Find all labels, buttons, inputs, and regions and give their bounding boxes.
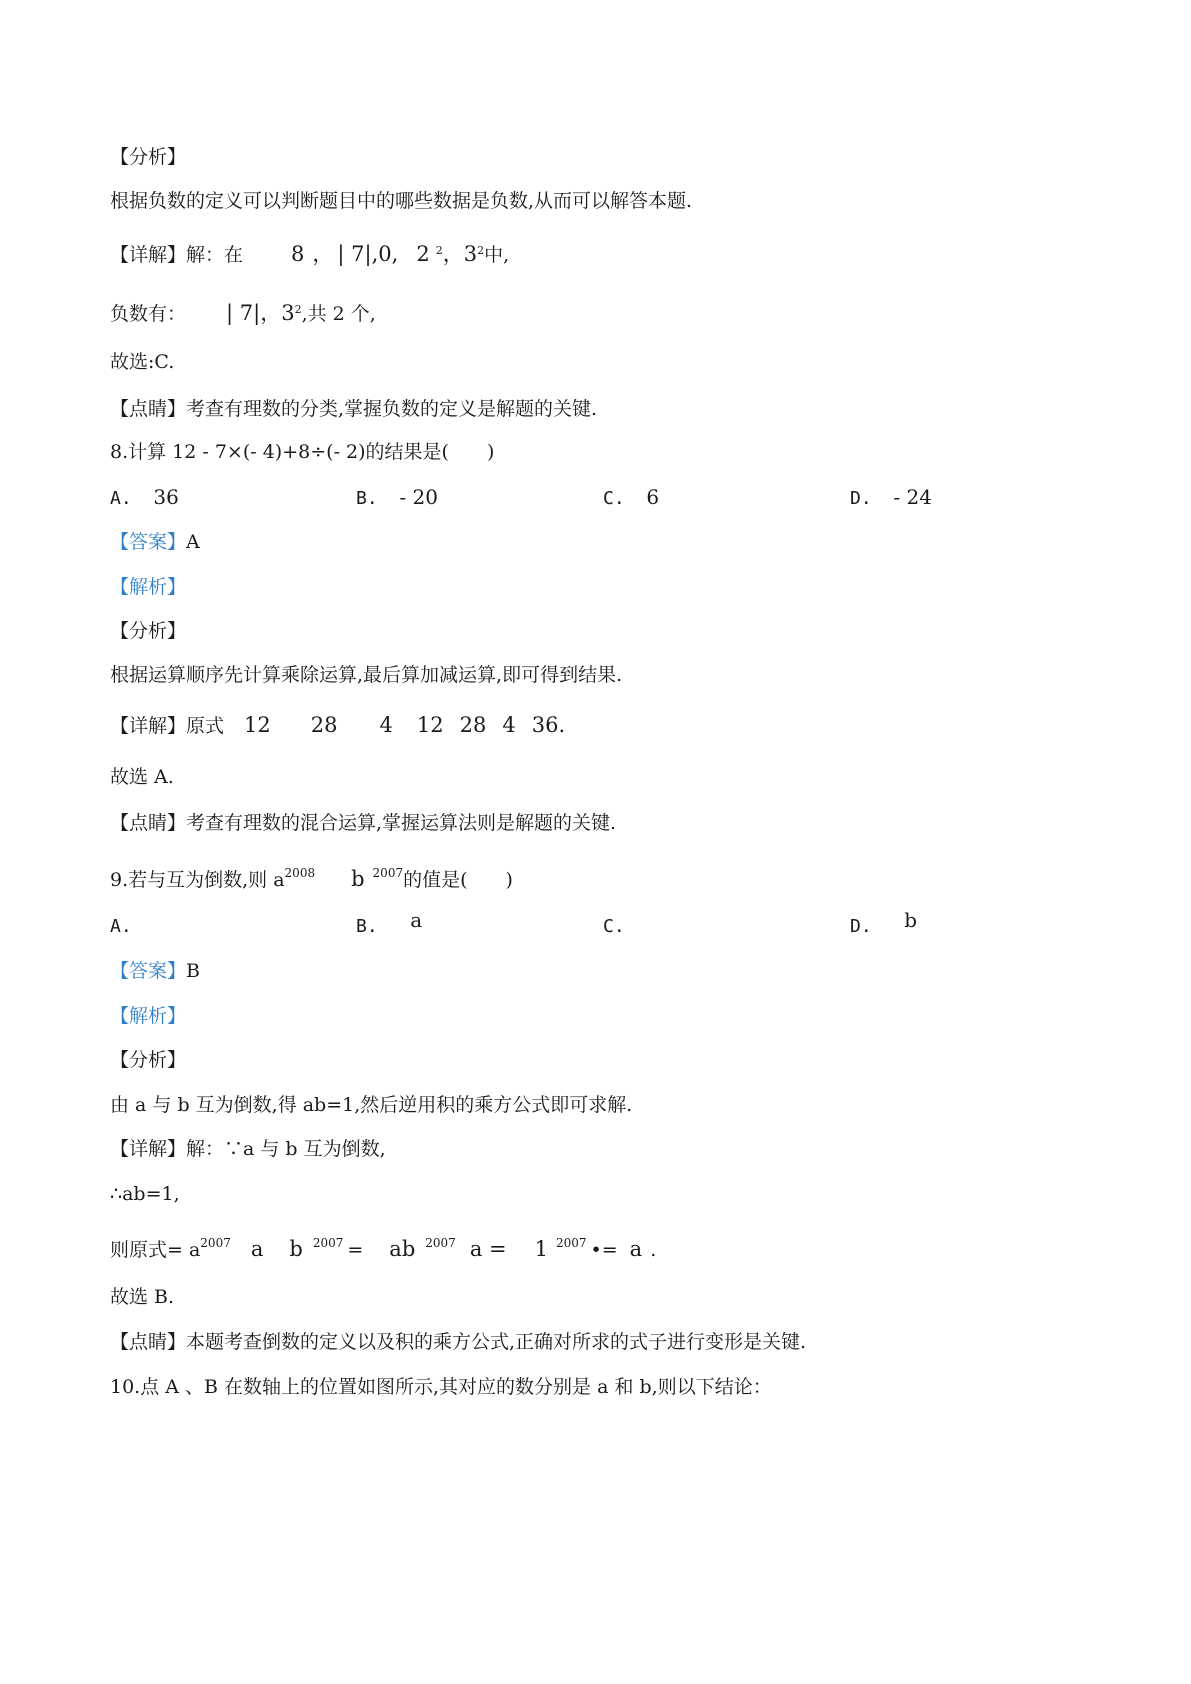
math-8: 8 xyxy=(291,242,305,266)
math-3: 3 xyxy=(281,301,295,325)
q9-stem: 9.若与互为倒数,则 $a^{2008}$ b $^{2007}$的值是( ) xyxy=(110,866,513,891)
xiangjie-intro: 原式 xyxy=(186,715,225,737)
answer-tag: 【答案】 xyxy=(110,960,187,982)
dianjing-tag: 【点睛】 xyxy=(110,812,187,834)
xiangjie-tag: 【详解】 xyxy=(110,244,187,266)
answer-value: A xyxy=(186,531,200,553)
q7-fenxi-text: 根据负数的定义可以判断题目中的哪些数据是负数,从而可以解答本题. xyxy=(110,190,693,212)
q8-stem: 8.计算 12 - 7×(- 4)+8÷(- 2)的结果是( ) xyxy=(110,441,495,463)
expr-term: 4 xyxy=(502,713,516,737)
exponent: 2007 xyxy=(425,1236,456,1250)
q7-xuan: 故选:C. xyxy=(110,351,175,373)
xiangjie-tag: 【详解】 xyxy=(110,1138,187,1160)
dianjing-text: 考查有理数的分类,掌握负数的定义是解题的关键. xyxy=(186,398,598,420)
q9-option-a: A. xyxy=(110,916,132,937)
q8-answer-line xyxy=(110,529,200,555)
expr-term: 28 xyxy=(459,713,487,737)
exponent: 2007 xyxy=(312,1236,344,1250)
expr-term: 4 xyxy=(379,713,393,737)
q9-yuanshi-line: 则原式= $a^{2007}$ a b $^{2007}$ = ab $^{2007}$ a = 1 $^{2007}$ •= a . xyxy=(110,1236,657,1261)
q8-dianjing-line xyxy=(110,810,616,836)
q8-xuan: 故选 A. xyxy=(110,766,174,788)
answer-tag: 【答案】 xyxy=(110,531,187,553)
q8-xiangjie-line xyxy=(110,712,565,739)
dianjing-text: 本题考查倒数的定义以及积的乘方公式,正确对所求的式子进行变形是关键. xyxy=(186,1331,807,1353)
dianjing-tag: 【点睛】 xyxy=(110,398,187,420)
dianjing-tag: 【点睛】 xyxy=(110,1331,187,1353)
expr-term: 12 xyxy=(416,713,444,737)
q7-xiangjie-line xyxy=(110,238,509,268)
q8-jiexi-tag: 【解析】 xyxy=(110,576,187,598)
exponent: 2007 xyxy=(372,866,404,880)
expr-term: 28 xyxy=(310,713,338,737)
q8-fenxi-tag: 【分析】 xyxy=(110,620,187,642)
q9-option-b: B. a xyxy=(356,908,423,937)
q9-answer-line xyxy=(110,958,200,984)
neg-count: ,共 2 个, xyxy=(301,303,376,325)
q9-fenxi-text: 由 a 与 b 互为倒数,得 ab=1,然后逆用积的乘方公式即可求解. xyxy=(110,1094,633,1116)
dianjing-text: 考查有理数的混合运算,掌握运算法则是解题的关键. xyxy=(186,812,617,834)
math-comma: ， xyxy=(312,242,334,266)
math-abs7: | 7|， xyxy=(226,301,282,325)
xiangjie-tag: 【详解】 xyxy=(110,715,187,737)
q7-dianjing-line xyxy=(110,396,597,422)
math-3: 3 xyxy=(463,242,478,266)
math-exp: 2 xyxy=(435,244,443,257)
neg-label: 负数有： xyxy=(110,303,187,325)
q9-fenxi-tag: 【分析】 xyxy=(110,1049,187,1071)
fenxi-tag: 【分析】 xyxy=(110,146,187,168)
math-abs7: | 7|,0, xyxy=(337,242,399,266)
exponent: 2007 xyxy=(555,1236,587,1250)
expr-term: 36. xyxy=(531,713,566,737)
q7-negative-line xyxy=(110,297,376,327)
xiangjie-intro: 解：在 xyxy=(186,244,244,266)
q9-xuan: 故选 B. xyxy=(110,1286,175,1308)
q9-xiangjie-line xyxy=(110,1136,386,1162)
exponent: 2008 xyxy=(284,866,316,880)
q8-fenxi-text: 根据运算顺序先计算乘除运算,最后算加减运算,即可得到结果. xyxy=(110,664,623,686)
q9-option-c: C. xyxy=(603,916,625,937)
q8-option-c: C. 6 xyxy=(603,485,660,509)
q9-therefore: ∴ab=1, xyxy=(110,1183,180,1205)
expr-term: 12 xyxy=(244,713,271,737)
zhong-text: 中, xyxy=(484,244,510,266)
math-comma: ， xyxy=(442,242,464,266)
math-exp: 2 xyxy=(477,244,485,257)
xiangjie-text: 解：∵a 与 b 互为倒数, xyxy=(186,1138,386,1160)
q7-fenxi-heading xyxy=(110,144,186,170)
math-exp: 2 xyxy=(294,303,302,316)
q9-option-d: D. b xyxy=(850,908,918,937)
exponent: 2007 xyxy=(200,1236,231,1250)
q8-option-d: D. - 24 xyxy=(850,485,932,509)
q8-option-b: B. - 20 xyxy=(356,485,438,509)
q10-stem: 10.点 A 、B 在数轴上的位置如图所示,其对应的数分别是 a 和 b,则以下结论： xyxy=(110,1376,772,1398)
q9-dianjing-line xyxy=(110,1329,806,1355)
answer-value: B xyxy=(186,960,200,982)
math-2: 2 xyxy=(416,242,430,266)
q9-jiexi-tag: 【解析】 xyxy=(110,1005,187,1027)
q8-option-a: A. 36 xyxy=(110,485,179,509)
